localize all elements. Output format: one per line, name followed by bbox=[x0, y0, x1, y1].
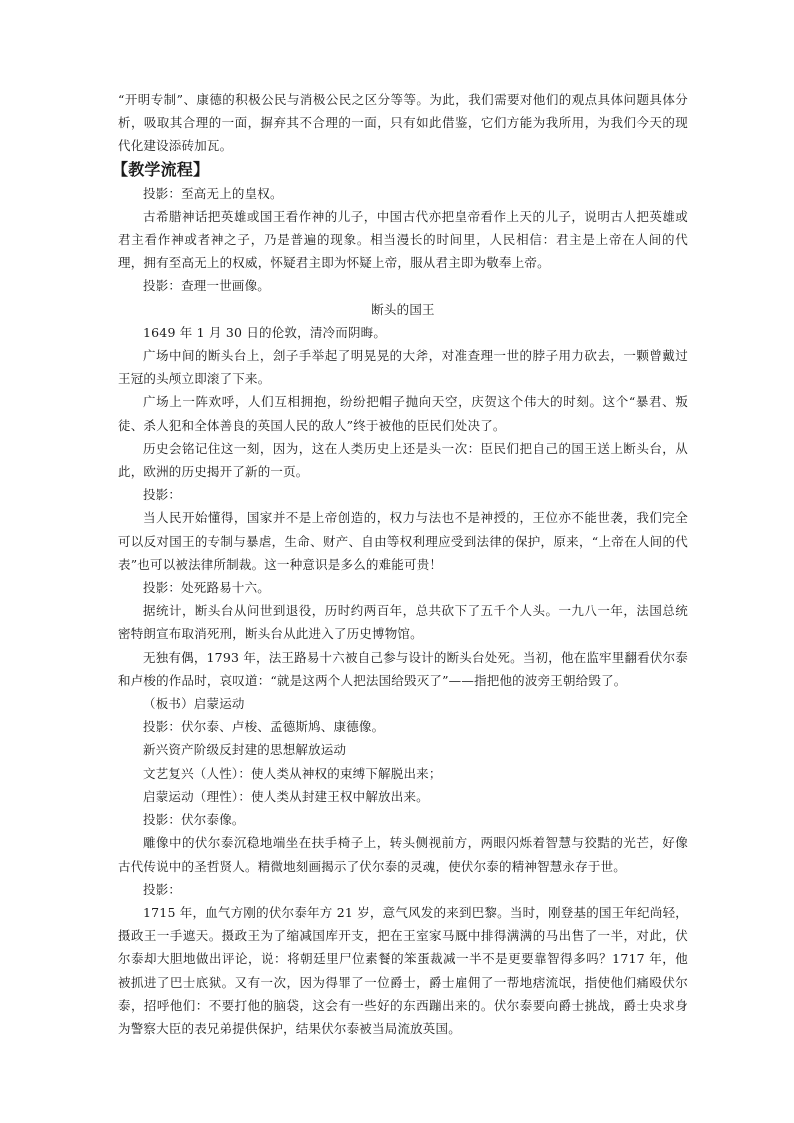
projection-line: 投影： bbox=[143, 487, 182, 503]
body-paragraph: 1715 年，血气方刚的伏尔泰年方 21 岁，意气风发的来到巴黎。当时，刚登基的国王年纪尚轻，摄政王一手遮天。摄政王为了缩减国库开支，把在王室家马厩中排得满满的马出售了一半，对此，伏尔泰却大胆地做出评论，说：将朝廷里尸位素餐的笨蛋裁减一半不是更要靠智得多吗？1717 年，他被抓进了巴士底狱。又有一次，因为得罪了一位爵士，爵士雇佣了一帮地痞流氓，指使他们痛殴伏尔泰，招呼他们：不要打他的脑袋，这会有一些好的东西蹦出来的。伏尔泰要向爵士挑战，爵士央求身为警察大臣的表兄弟提供保护，结果伏尔泰被当局流放英国。 bbox=[118, 904, 688, 1036]
blackboard-note: （板书）启蒙运动 bbox=[143, 696, 245, 712]
body-line: 启蒙运动（理性）：使人类从封建王权中解放出来。 bbox=[143, 788, 429, 804]
projection-line: 投影： bbox=[143, 881, 182, 897]
body-line: 文艺复兴（人性）：使人类从神权的束缚下解脱出来； bbox=[143, 765, 442, 781]
document-page bbox=[112, 88, 688, 1040]
body-paragraph: 据统计，断头台从问世到退役，历时约两百年，总共砍下了五千个人头。一九八一年，法国总统密特朗宣布取消死刑，断头台从此进入了历史博物馆。 bbox=[118, 603, 688, 642]
projection-line: 投影：伏尔泰、卢梭、孟德斯鸠、康德像。 bbox=[143, 719, 385, 735]
body-paragraph: 广场中间的断头台上，刽子手举起了明晃晃的大斧，对准查理一世的脖子用力砍去，一颗曾戴过王冠的头颅立即滚了下来。 bbox=[118, 348, 688, 387]
projection-line: 投影：至高无上的皇权。 bbox=[143, 185, 283, 201]
body-paragraph: 当人民开始懂得，国家并不是上帝创造的，权力与法也不是神授的，王位亦不能世袭，我们完全可以反对国王的专制与暴虐，生命、财产、自由等权利理应受到法律的保护，原来，“上帝在人间的代表”也可以被法律所制裁。这一种意识是多么的难能可贵！ bbox=[118, 510, 688, 572]
body-paragraph: 古希腊神话把英雄或国王看作神的儿子，中国古代亦把皇帝看作上天的儿子，说明古人把英雄或君主看作神或者神之子，乃是普遍的现象。相当漫长的时间里，人民相信：君主是上帝在人间的代理，拥有至高无上的权威，怀疑君主即为怀疑上帝，服从君主即为敬奉上帝。 bbox=[118, 208, 688, 271]
projection-line: 投影：处死路易十六。 bbox=[143, 580, 271, 596]
body-paragraph: 雕像中的伏尔泰沉稳地端坐在扶手椅子上，转头侧视前方，两眼闪烁着智慧与狡黠的光芒，好像古代传说中的圣哲贤人。精微地刻画揭示了伏尔泰的灵魂，使伏尔泰的精神智慧永存于世。 bbox=[118, 835, 688, 874]
section-heading-teaching-process: 【教学流程】 bbox=[112, 159, 210, 179]
story-title: 断头的国王 bbox=[371, 301, 435, 317]
body-paragraph: 历史会铭记住这一刻，因为，这在人类历史上还是头一次：臣民们把自己的国王送上断头台，从此，欧洲的历史揭开了新的一页。 bbox=[118, 440, 688, 480]
intro-paragraph: “开明专制”、康德的积极公民与消极公民之区分等等。为此，我们需要对他们的观点具体问题具体分析，吸取其合理的一面，摒弃其不合理的一面，只有如此借鉴，它们方能为我所用，为我们今天的现代化建设添砖加瓦。 bbox=[118, 92, 688, 154]
body-paragraph: 1649 年 1 月 30 日的伦敦，清冷而阴晦。 bbox=[143, 324, 387, 340]
body-paragraph: 无独有偶，1793 年，法王路易十六被自己参与设计的断头台处死。当初，他在监牢里翻看伏尔泰和卢梭的作品时，哀叹道：“就是这两个人把法国给毁灭了”——指把他的波旁王朝给毁了。 bbox=[118, 649, 688, 688]
projection-line: 投影：查理一世画像。 bbox=[143, 278, 271, 294]
body-paragraph: 广场上一阵欢呼，人们互相拥抱，纷纷把帽子抛向天空，庆贺这个伟大的时刻。这个“暴君、叛徒、杀人犯和全体善良的英国人民的敌人”终于被他的臣民们处决了。 bbox=[118, 394, 688, 433]
projection-line: 投影：伏尔泰像。 bbox=[143, 812, 245, 828]
body-line: 新兴资产阶级反封建的思想解放运动 bbox=[143, 742, 347, 758]
